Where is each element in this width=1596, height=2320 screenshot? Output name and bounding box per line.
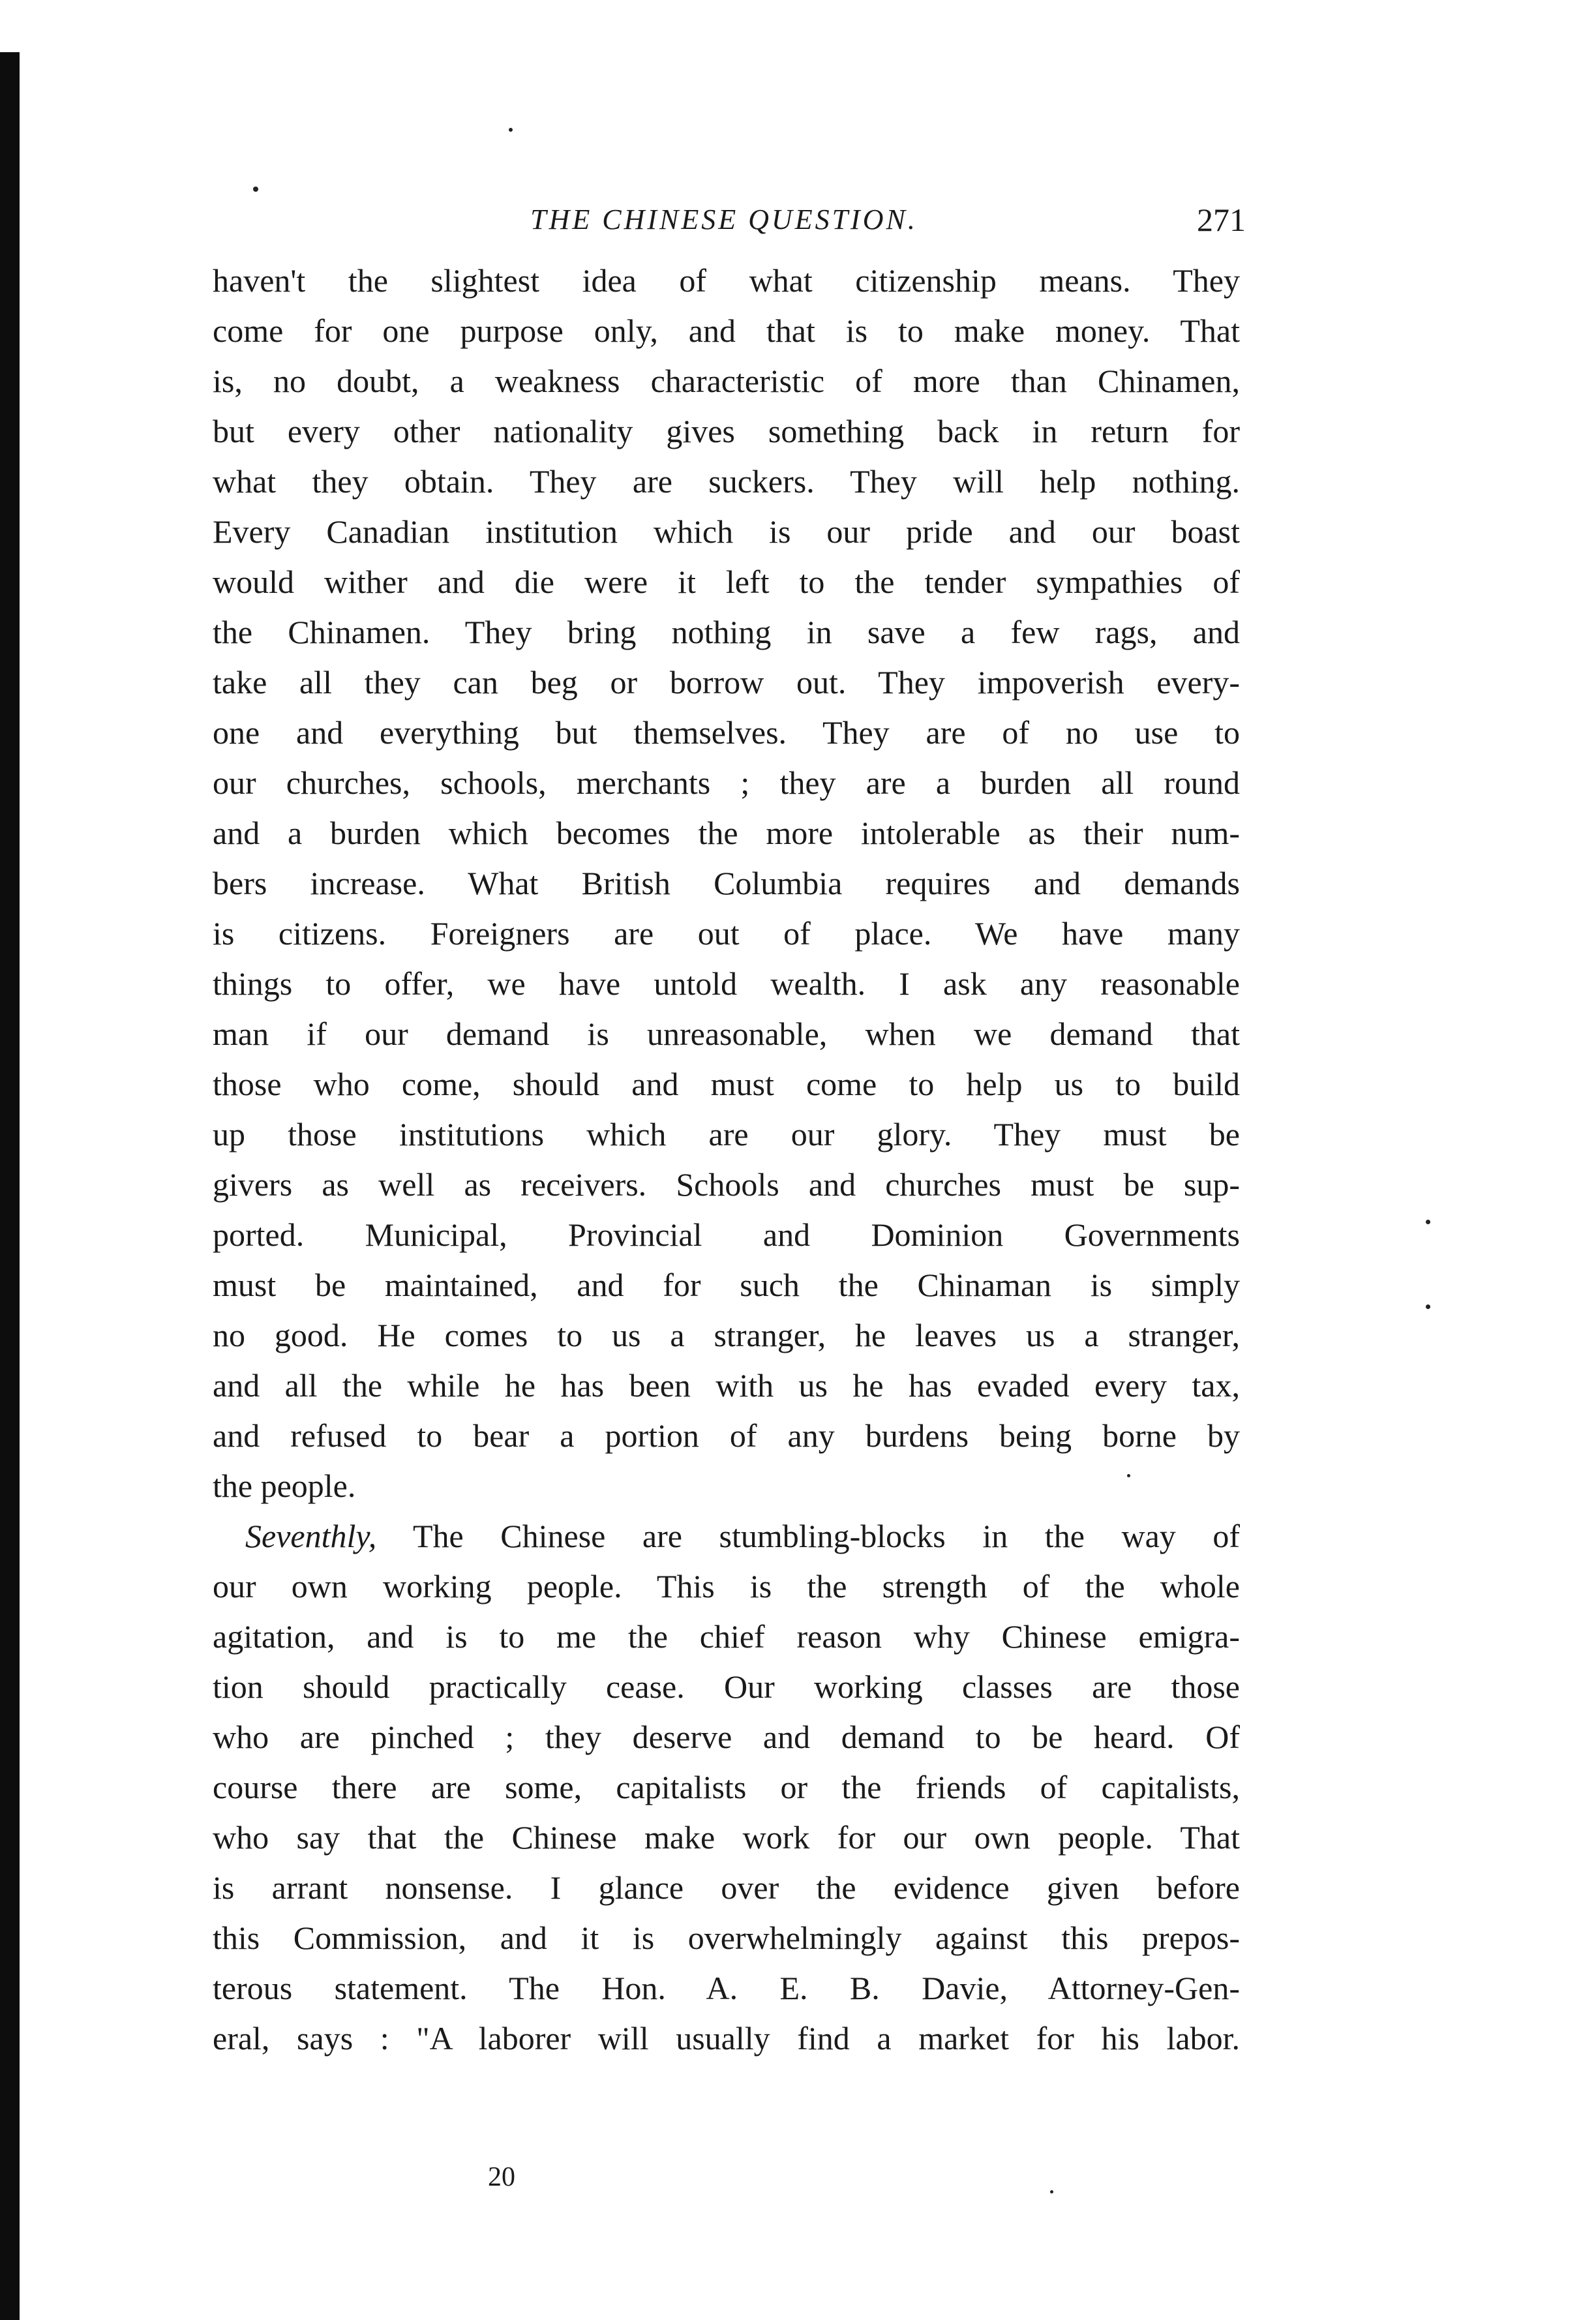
text-line: is citizens. Foreigners are out of place. We have many	[213, 915, 1240, 952]
text-line: this Commission, and it is overwhelmingly against this prepos-	[213, 1920, 1240, 1956]
scan-speck	[1050, 2190, 1053, 2193]
first-line-rest: The Chinese are stumbling-blocks in the way of	[412, 1518, 1240, 1554]
text-line: come for one purpose only, and that is to make money. That	[213, 312, 1240, 349]
text-line: take all they can beg or borrow out. They impoverish every-	[213, 664, 1240, 701]
scan-speck	[509, 128, 513, 132]
text-line: but every other nationality gives something back in return for	[213, 413, 1240, 449]
text-line: terous statement. The Hon. A. E. B. Davie, Attorney-Gen-	[213, 1970, 1240, 2006]
text-line: would wither and die were it left to the tender sympathies of	[213, 564, 1240, 600]
text-line: things to offer, we have untold wealth. I ask any reasonable	[213, 965, 1240, 1002]
text-line: man if our demand is unreasonable, when we demand that	[213, 1016, 1240, 1052]
text-line: haven't the slightest idea of what citizenship means. They	[213, 262, 1240, 299]
text-line: one and everything but themselves. They are of no use to	[213, 714, 1240, 751]
scan-speck	[1426, 1304, 1430, 1309]
text-line: up those institutions which are our glory. They must be	[213, 1116, 1240, 1152]
text-line: who are pinched ; they deserve and demand to be heard. Of	[213, 1719, 1240, 1755]
text-line: ported. Municipal, Provincial and Dominion Governments	[213, 1216, 1240, 1253]
paragraph-1	[213, 256, 1240, 1511]
page-header	[202, 190, 1246, 249]
text-line: bers increase. What British Columbia requires and demands	[213, 865, 1240, 901]
text-line: the people.	[213, 1468, 356, 1504]
text-line: tion should practically cease. Our working classes are those	[213, 1668, 1240, 1705]
text-line: course there are some, capitalists or the friends of capitalists,	[213, 1769, 1240, 1805]
text-line: Every Canadian institution which is our pride and our boast	[213, 513, 1240, 550]
text-line: our own working people. This is the strength of the whole	[213, 1568, 1240, 1604]
text-line: what they obtain. They are suckers. They will help nothing.	[213, 463, 1240, 500]
paragraph-2	[213, 1511, 1240, 2064]
text-line: is arrant nonsense. I glance over the evidence given before	[213, 1869, 1240, 1906]
text-line: those who come, should and must come to help us to build	[213, 1066, 1240, 1102]
page-number: 271	[1197, 202, 1246, 238]
text-line: and a burden which becomes the more intolerable as their num-	[213, 815, 1240, 851]
signature-mark: 20	[488, 2162, 515, 2192]
text-line: the Chinamen. They bring nothing in save a few rags, and	[213, 614, 1240, 650]
scan-binding-edge	[0, 52, 20, 2320]
text-line: eral, says : "A laborer will usually find a market for his labor.	[213, 2020, 1240, 2056]
text-line: who say that the Chinese make work for our own people. That	[213, 1819, 1240, 1856]
lead-word: Seventhly,	[245, 1518, 377, 1554]
text-line: and all the while he has been with us he has evaded every tax,	[213, 1367, 1240, 1404]
text-line: no good. He comes to us a stranger, he leaves us a stranger,	[213, 1317, 1240, 1353]
text-line: our churches, schools, merchants ; they are a burden all round	[213, 764, 1240, 801]
text-line: givers as well as receivers. Schools and churches must be sup-	[213, 1166, 1240, 1203]
text-line-first	[213, 1511, 1240, 1561]
page-body	[213, 256, 1240, 2064]
text-line: is, no doubt, a weakness characteristic of more than Chinamen,	[213, 363, 1240, 399]
text-line: must be maintained, and for such the Chinaman is simply	[213, 1267, 1240, 1303]
running-title: THE CHINESE QUESTION.	[530, 203, 918, 235]
text-line: and refused to bear a portion of any burdens being borne by	[213, 1417, 1240, 1454]
scan-speck	[1426, 1220, 1430, 1224]
text-line: agitation, and is to me the chief reason why Chinese emigra-	[213, 1618, 1240, 1655]
